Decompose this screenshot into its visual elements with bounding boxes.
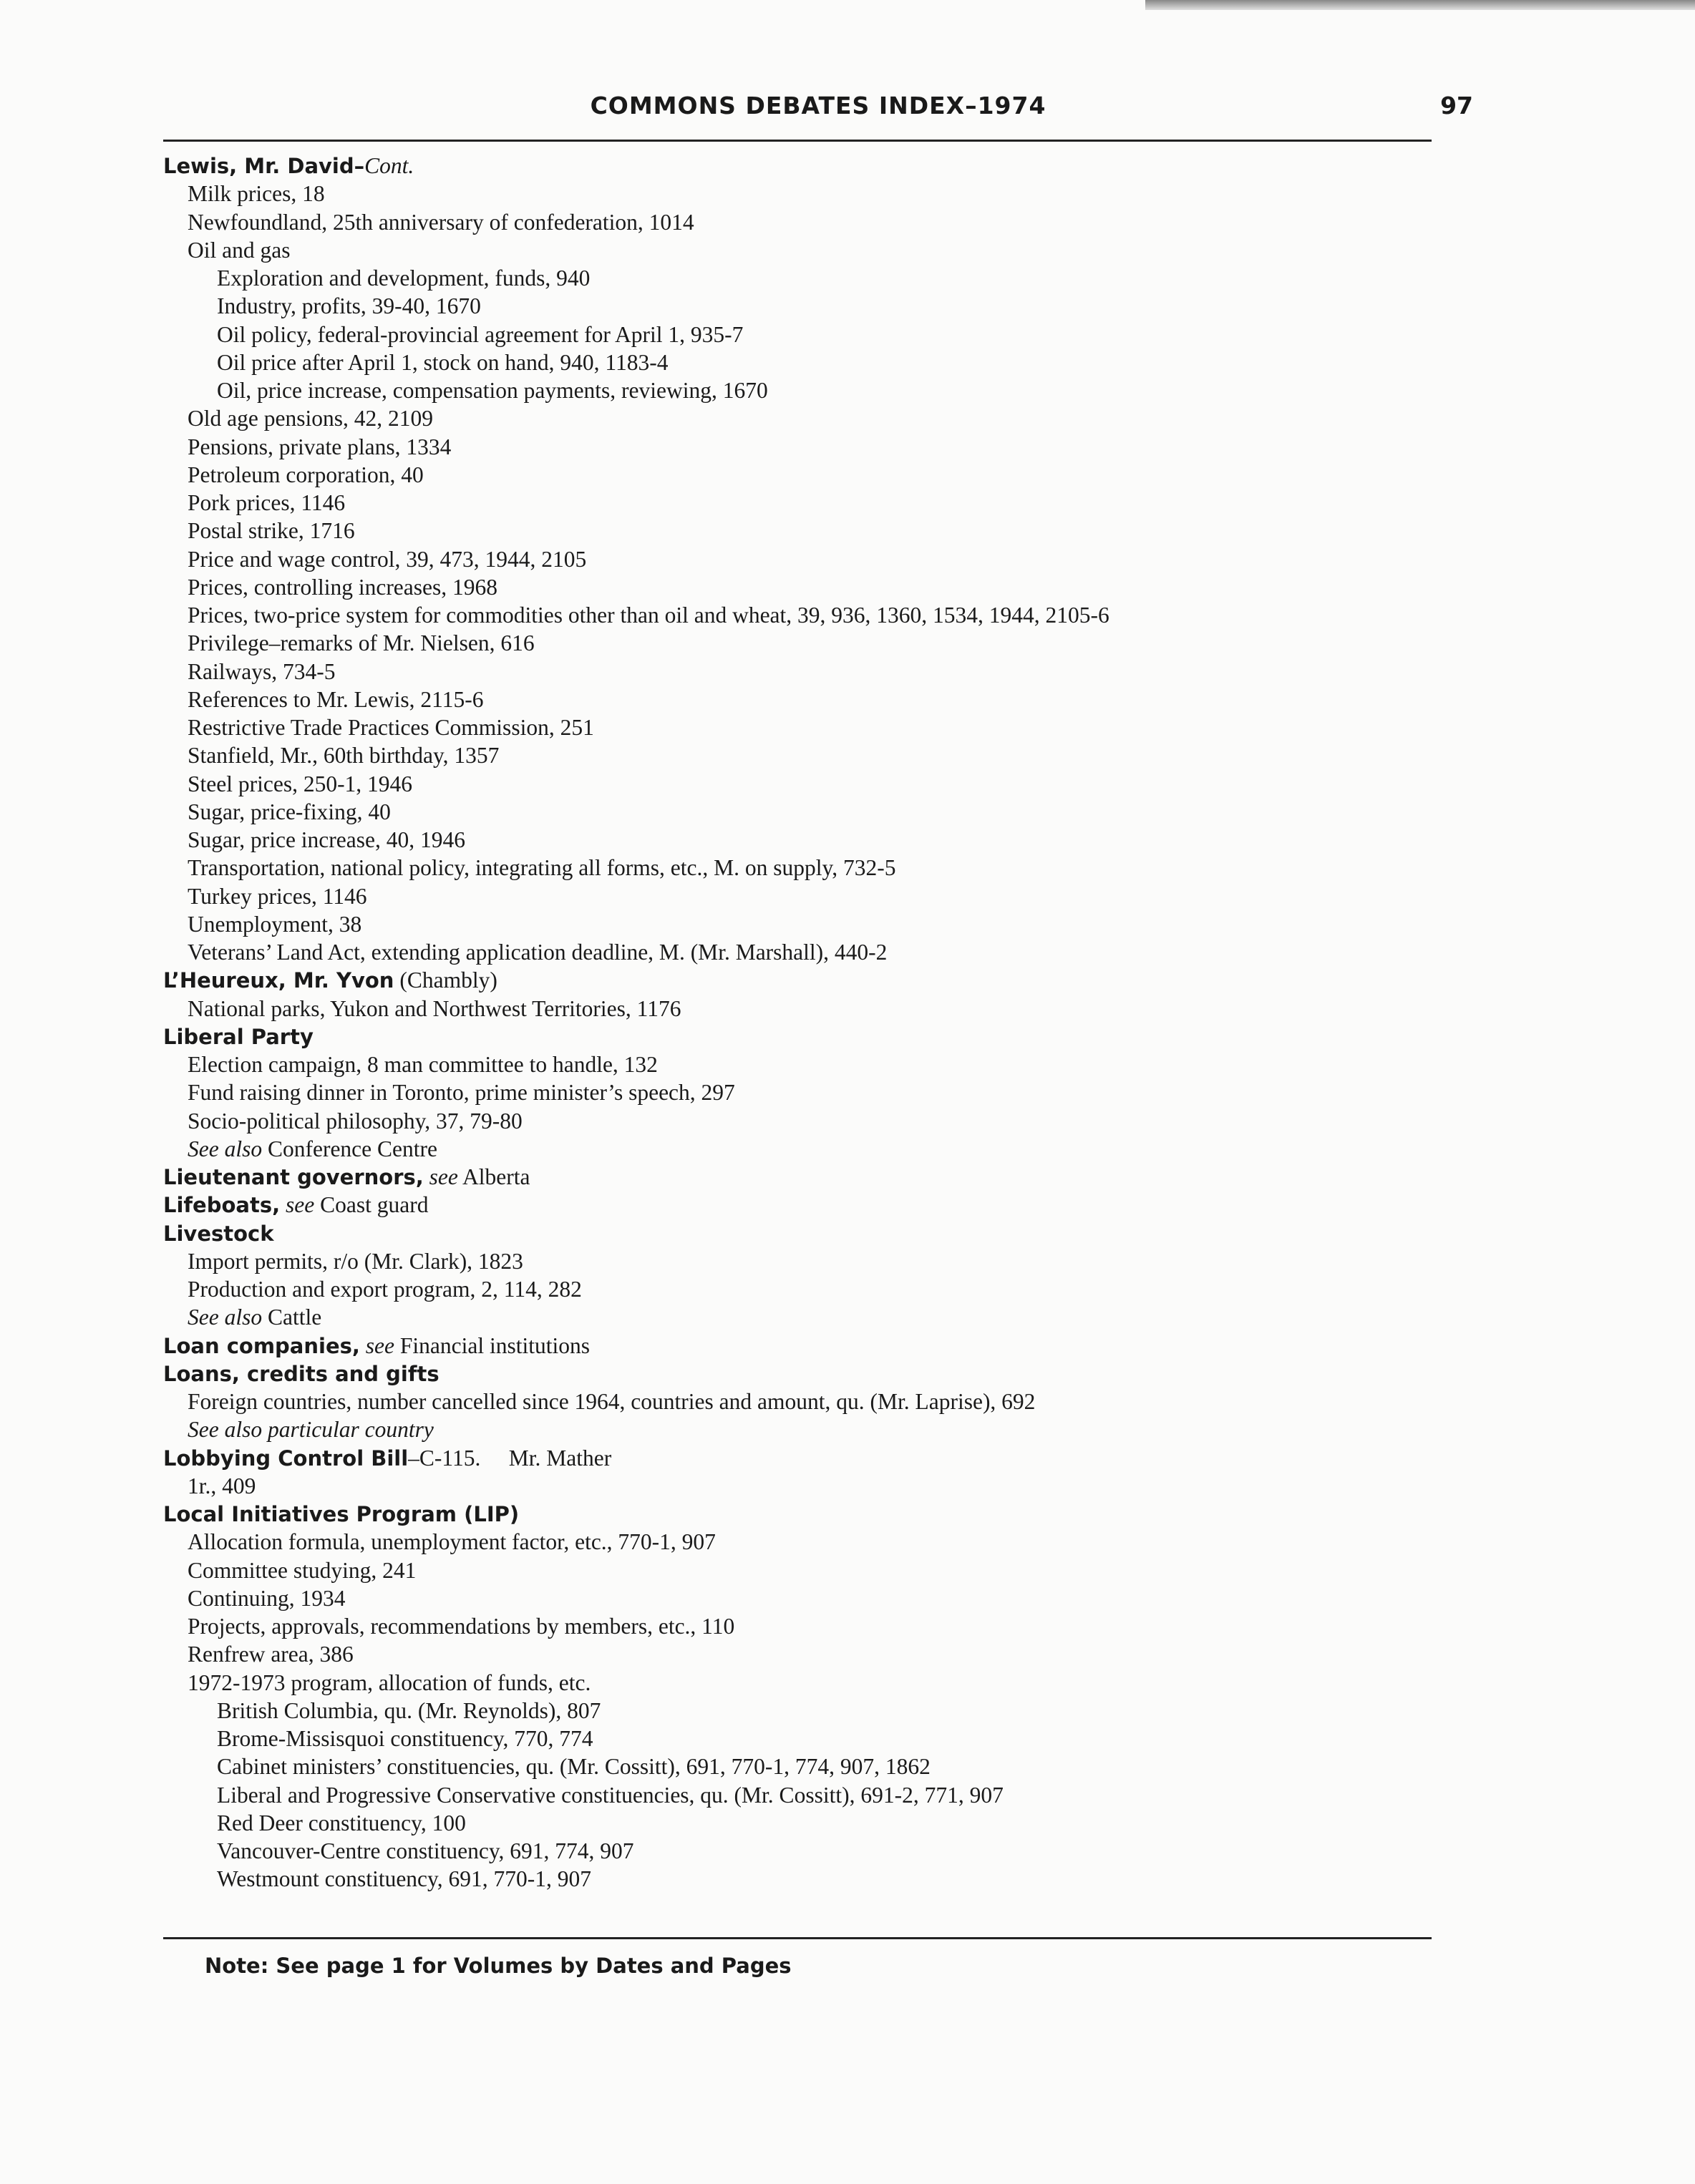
index-subentry	[163, 854, 1452, 882]
index-subentry	[163, 489, 1452, 517]
index-subentry	[163, 1415, 1452, 1443]
entry-text: (Chambly)	[394, 967, 497, 993]
heading-italic: see	[280, 1192, 315, 1218]
entry-text: Import permits, r/o (Mr. Clark), 1823	[188, 1248, 523, 1274]
index-subentry	[163, 236, 1452, 264]
entry-text: Steel prices, 250-1, 1946	[188, 771, 413, 796]
page-number: 97	[1440, 92, 1473, 120]
index-subentry	[163, 826, 1452, 854]
index-subentry	[163, 1472, 1452, 1500]
index-subentry	[163, 658, 1452, 686]
index-subsubentry	[163, 1725, 1452, 1752]
entry-text: Committee studying, 241	[188, 1557, 417, 1583]
see-also-label: See also particular country	[188, 1417, 434, 1443]
heading-name: L’Heureux, Mr. Yvon	[163, 968, 394, 993]
index-subentry	[163, 629, 1452, 657]
entry-text: Turkey prices, 1146	[188, 883, 367, 909]
entry-text: Cattle	[262, 1305, 322, 1330]
entry-text: Veterans’ Land Act, extending application deadline, M. (Mr. Marshall), 440-2	[188, 940, 888, 965]
index-heading	[163, 1360, 1452, 1388]
heading-name: Loan companies,	[163, 1333, 360, 1358]
entry-text: Exploration and development, funds, 940	[217, 265, 591, 291]
entry-text: Old age pensions, 42, 2109	[188, 406, 433, 432]
entry-text: Unemployment, 38	[188, 911, 362, 937]
heading-name: Local Initiatives Program (LIP)	[163, 1502, 520, 1526]
heading-name: Livestock	[163, 1221, 274, 1246]
entry-text: Pensions, private plans, 1334	[188, 434, 452, 459]
entry-text: Coast guard	[314, 1192, 429, 1218]
index-subentry	[163, 433, 1452, 461]
entry-text: National parks, Yukon and Northwest Territories, 1176	[188, 995, 681, 1021]
entry-text: Liberal and Progressive Conservative constituencies, qu. (Mr. Cossitt), 691-2, 771, 907	[217, 1782, 1004, 1808]
index-subsubentry	[163, 1752, 1452, 1780]
index-heading	[163, 1332, 1452, 1360]
index-heading	[163, 152, 1452, 180]
see-also-label: See also	[188, 1136, 263, 1161]
entry-text: Conference Centre	[262, 1136, 437, 1161]
entry-text: Prices, controlling increases, 1968	[188, 574, 498, 600]
entry-text: Projects, approvals, recommendations by members, etc., 110	[188, 1614, 735, 1639]
page-title: COMMONS DEBATES INDEX–1974	[590, 92, 1046, 120]
index-subentry	[163, 180, 1452, 208]
index-subsubentry	[163, 292, 1452, 320]
index-subsubentry	[163, 1865, 1452, 1893]
heading-name: Lobbying Control Bill	[163, 1446, 409, 1471]
index-heading	[163, 966, 1452, 994]
heading-name: Lifeboats,	[163, 1193, 281, 1218]
entry-text: Vancouver-Centre constituency, 691, 774, 907	[217, 1838, 634, 1863]
index-subentry	[163, 1303, 1452, 1331]
entry-text: Sugar, price-fixing, 40	[188, 799, 391, 824]
index-subentry	[163, 798, 1452, 826]
index-subsubentry	[163, 321, 1452, 348]
entry-text: Production and export program, 2, 114, 282	[188, 1277, 582, 1302]
index-subentry	[163, 601, 1452, 629]
entry-text: Foreign countries, number cancelled since 1964, countries and amount, qu. (Mr. Laprise), 692	[188, 1389, 1036, 1414]
see-also-label: See also	[188, 1305, 263, 1330]
index-subentry	[163, 1078, 1452, 1106]
entry-text: Election campaign, 8 man committee to handle, 132	[188, 1052, 658, 1077]
entry-text: Fund raising dinner in Toronto, prime minister’s speech, 297	[188, 1080, 735, 1106]
index-subentry	[163, 1050, 1452, 1078]
index-subentry	[163, 938, 1452, 966]
entry-text: Financial institutions	[394, 1332, 591, 1358]
index-subentry	[163, 1584, 1452, 1612]
entry-text: –C-115. Mr. Mather	[408, 1445, 612, 1471]
entry-text: Transportation, national policy, integrating all forms, etc., M. on supply, 732-5	[188, 855, 896, 881]
index-subentry	[163, 517, 1452, 545]
index-subsubentry	[163, 1837, 1452, 1865]
index-subentry	[163, 1107, 1452, 1135]
index-subentry	[163, 1388, 1452, 1415]
scan-edge-shadow	[1145, 0, 1695, 10]
index-subentry	[163, 1612, 1452, 1640]
heading-italic: see	[423, 1164, 458, 1189]
index-subentry	[163, 770, 1452, 798]
index-subentry	[163, 1135, 1452, 1163]
entry-text: Price and wage control, 39, 473, 1944, 2105	[188, 546, 587, 572]
index-subentry	[163, 882, 1452, 910]
heading-italic: Cont.	[364, 153, 414, 178]
heading-italic: see	[359, 1332, 395, 1358]
index-subsubentry	[163, 1809, 1452, 1837]
entry-text: 1r., 409	[188, 1473, 256, 1498]
heading-name: Lewis, Mr. David–	[163, 154, 365, 178]
index-subsubentry	[163, 1697, 1452, 1725]
index-subentry	[163, 404, 1452, 432]
entry-text: Petroleum corporation, 40	[188, 462, 424, 487]
index-subsubentry	[163, 264, 1452, 292]
entry-text: Oil and gas	[188, 237, 291, 263]
page-header	[163, 92, 1473, 127]
index-subentry	[163, 1275, 1452, 1303]
index-subsubentry	[163, 348, 1452, 376]
index-heading	[163, 1163, 1452, 1191]
entry-text: Sugar, price increase, 40, 1946	[188, 827, 465, 852]
entry-text: Oil, price increase, compensation payments, reviewing, 1670	[217, 378, 768, 403]
entry-text: Milk prices, 18	[188, 181, 325, 207]
index-subsubentry	[163, 1781, 1452, 1809]
entry-text: Restrictive Trade Practices Commission, 251	[188, 715, 594, 740]
entry-text: Alberta	[457, 1164, 530, 1189]
entry-text: Socio-political philosophy, 37, 79-80	[188, 1108, 523, 1134]
index-subentry	[163, 741, 1452, 769]
entry-text: Cabinet ministers’ constituencies, qu. (Mr. Cossitt), 691, 770-1, 774, 907, 1862	[217, 1754, 931, 1780]
entry-text: Prices, two-price system for commodities other than oil and wheat, 39, 936, 1360, 1534, 1944, 2105-6	[188, 603, 1109, 628]
entry-text: Oil policy, federal-provincial agreement for April 1, 935-7	[217, 321, 744, 347]
index-subentry	[163, 713, 1452, 741]
entry-text: Newfoundland, 25th anniversary of confederation, 1014	[188, 209, 694, 235]
entry-text: Privilege–remarks of Mr. Nielsen, 616	[188, 630, 535, 656]
index-subentry	[163, 1528, 1452, 1556]
entry-text: Pork prices, 1146	[188, 490, 346, 515]
index-heading	[163, 1444, 1452, 1472]
index-heading	[163, 1500, 1452, 1528]
footer-note: Note: See page 1 for Volumes by Dates and Pages	[205, 1954, 792, 1978]
entry-text: Red Deer constituency, 100	[217, 1810, 466, 1836]
index-subentry	[163, 461, 1452, 489]
index-subentry	[163, 545, 1452, 573]
entry-text: Allocation formula, unemployment factor, etc., 770-1, 907	[188, 1529, 716, 1555]
entry-text: 1972-1973 program, allocation of funds, etc.	[188, 1669, 591, 1695]
index-entries	[163, 152, 1452, 1893]
index-heading	[163, 1023, 1452, 1050]
index-heading	[163, 1219, 1452, 1247]
entry-text: Postal strike, 1716	[188, 518, 355, 544]
index-subsubentry	[163, 376, 1452, 404]
entry-text: Industry, profits, 39-40, 1670	[217, 293, 481, 319]
entry-text: References to Mr. Lewis, 2115-6	[188, 686, 484, 712]
entry-text: Continuing, 1934	[188, 1585, 346, 1611]
index-heading	[163, 1191, 1452, 1219]
entry-text: Westmount constituency, 691, 770-1, 907	[217, 1866, 591, 1892]
index-subentry	[163, 995, 1452, 1023]
entry-text: Stanfield, Mr., 60th birthday, 1357	[188, 743, 500, 769]
index-subentry	[163, 1640, 1452, 1668]
entry-text: Railways, 734-5	[188, 658, 336, 684]
entry-text: British Columbia, qu. (Mr. Reynolds), 807	[217, 1697, 601, 1723]
index-subentry	[163, 208, 1452, 236]
index-subentry	[163, 1556, 1452, 1584]
entry-text: Renfrew area, 386	[188, 1642, 354, 1667]
index-subentry	[163, 1669, 1452, 1697]
entry-text: Oil price after April 1, stock on hand, 940, 1183-4	[217, 349, 669, 375]
index-subentry	[163, 910, 1452, 938]
heading-name: Loans, credits and gifts	[163, 1361, 439, 1386]
index-subentry	[163, 1247, 1452, 1275]
header-rule	[163, 140, 1432, 142]
index-subentry	[163, 573, 1452, 601]
footer-rule	[163, 1937, 1432, 1939]
entry-text: Brome-Missisquoi constituency, 770, 774	[217, 1726, 593, 1751]
heading-name: Lieutenant governors,	[163, 1165, 424, 1189]
heading-name: Liberal Party	[163, 1024, 314, 1049]
index-subentry	[163, 686, 1452, 713]
